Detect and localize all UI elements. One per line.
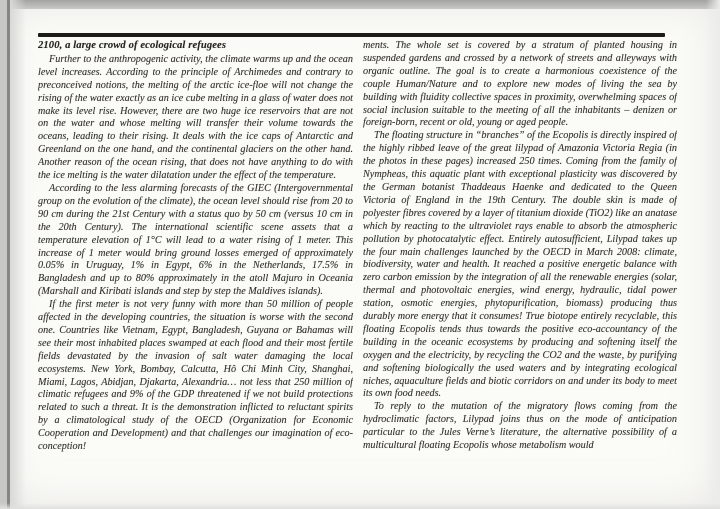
article-heading: 2100, a large crowd of ecological refugees (38, 40, 227, 51)
left-column (38, 40, 353, 509)
paragraph-giec-forecasts: According to the less alarming forecasts of the GIEC (Intergovernmental group on the evolution of the climate), the ocean level should rise from 20 to 90 cm during the 21st Century with a status quo by 50 cm (versus 10 cm in the 20th Century). The international scientific scene assets that a temperature elevation of 1°C will lead to a water rising of 1 meter. This increase of 1 meter would bring ground losses emerged of approximately 0.05% in Uruguay, 1% in Egypt, 6% in the Netherlands, 17.5% in Bangladesh and up to 80% approximately in the atoll Majuro in Oceania (Marshall and Kiribati islands and step by step the Maldives islands). (38, 182, 353, 298)
scan-edge-left-shadow (10, 0, 26, 509)
right-column (363, 40, 677, 509)
header-rule (38, 33, 665, 37)
paragraph-climate-warming: Further to the anthropogenic activity, the climate warms up and the ocean level increases. According to the principle of Archimedes and contrary to preconceived notions, the melting of the arctic ice-floe will not change the rising of the water exactly as an ice cube melting in a glass of water does not make its level rise. However, there are two huge ice reservoirs that are not on the water and whose melting will transfer their volume towards the oceans, leading to their rising. It deals with the ice caps of Antarctic and Greenland on the one hand, and the continental glaciers on the other hand. Another reason of the ocean rising, that does not have anything to do with the ice melting is the water dilatation under the effect of the temperature. (38, 53, 353, 182)
paragraph-planted-housing: ments. The whole set is covered by a stratum of planted housing in suspended gardens and crossed by a network of streets and alleyways with organic outline. The goal is to create a harmonious coexistence of the couple Human/Nature and to explore new modes of living the sea by building with fluidity collective spaces in proximity, overwhelming spaces of social inclusion suitable to the meeting of all the inhabitants – denizen or foreign-born, recent or old, young or aged people. (363, 40, 677, 129)
scan-edge-top (0, 0, 720, 9)
paragraph-migratory-flows: To reply to the mutation of the migratory flows coming from the hydroclimatic factors, Lilypad joins thus on the mode of anticipation particular to the Jules Verne’s literature, the alternative possibility of a multicultural floating Ecopolis whose metabolism would (363, 401, 677, 452)
paragraph-floating-structure: The floating structure in “branches” of the Ecopolis is directly inspired of the highly ribbed leave of the great lilypad of Amazonia Victoria Regia (in the photos in these pages) increased 250 times. Coming from the family of Nympheas, this aquatic plant with exceptional plasticity was discovered by the German botanist Thaddeaus Haenke and dedicated to the Queen Victoria of England in the 19th Century. The double skin is made of polyester fibres covered by a layer of titanium dioxide (TiO2) like an anatase which by reacting to the ultraviolet rays enable to absorb the atmospheric pollution by photocatalytic effect. Entirely autosufficient, Lilypad takes up the four main challenges launched by the OECD in March 2008: climate, biodiversity, water and health. It reached a positive energetic balance with zero carbon emission by the integration of all the renewable energies (solar, thermal and photovoltaic energies, wind energy, hydraulic, tidal power station, osmotic energies, phytopurification, biomass) producing thus durably more energy that it consumes! True biotope entirely recyclable, this floating Ecopolis tends thus towards the positive eco-accountancy of the building in the oceanic ecosystems by producing and softening itself the oxygen and the electricity, by recycling the CO2 and the waste, by purifying and softening biologically the used waters and by integrating ecological niches, aquaculture fields and biotic corridors on and under its body to meet its own food needs. (363, 130, 677, 400)
scan-edge-right (706, 0, 720, 509)
paragraph-climatic-refugees: If the first meter is not very funny with more than 50 million of people affected in the developing countries, the situation is worse with the second one. Countries like Vietnam, Egypt, Bangladesh, Guyana or Bahamas will see their most inhabited places swamped at each flood and their most fertile fields devastated by the invasion of salt water damaging the local ecosystems. New York, Bombay, Calcutta, Hô Chi Minh City, Shanghai, Miami, Lagos, Abidjan, Djakarta, Alexandria… not less that 250 million of climatic refugees and 9% of the GDP threatened if we not build protections related to such a threat. It is the demonstration inflicted to reluctant spirits by a climatological study of the OECD (Organization for Economic Cooperation and Development) and that challenges our imagination of eco-conception! (38, 299, 353, 453)
